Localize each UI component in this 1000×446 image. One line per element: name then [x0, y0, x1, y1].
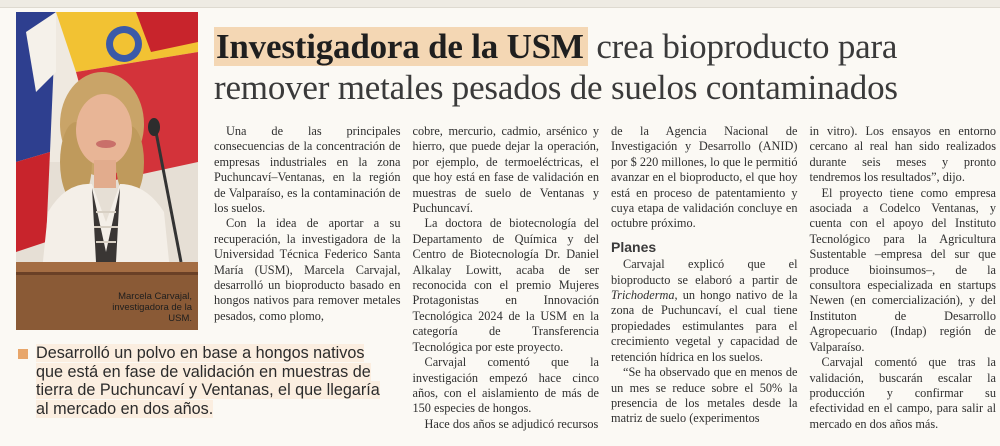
- top-rule: [0, 0, 1000, 8]
- paragraph: Carvajal comentó que tras la validación, buscarán escalar la producción y confirmar su efectividad en el campo, para salir al mercado en dos años más.: [809, 355, 996, 431]
- headline: [214, 26, 994, 108]
- paragraph: de la Agencia Nacional de Investigación y Desarrollo (ANID) por $ 220 millones, lo que le permitió avanzar en el bioproducto, el que hoy está en proceso de patentamiento y cuya etapa de validación concluye en octubre próximo.: [611, 124, 798, 231]
- paragraph: Con la idea de aportar a su recuperación, la investigadora de la Universidad Técnica Federico Santa María (USM), Marcela Carvajal, desarrolló un bioproducto basado en hongos nativos para remover metales pesados, como plomo,: [214, 216, 401, 323]
- paragraph: El proyecto tiene como empresa asociada a Codelco Ventanas, y cuenta con el apoyo del Instituto Tecnológico para la Agricultura Sustentable –empresa del sur que produce bioinsumos–, de la consultora especializada en startups Newen (en comercialización), y del Instituton de Desarrollo Agropecuario (Indap) región de Valparaíso.: [809, 185, 996, 354]
- text-run: Carvajal explicó que el bioproducto se elaboró a partir de: [611, 257, 798, 287]
- italic-term: Trichoderma: [611, 288, 675, 303]
- column-4: [810, 124, 997, 442]
- column-3: [611, 124, 798, 442]
- pull-quote-text: Desarrolló un polvo en base a hongos nativos que está en fase de validación en muestras de tierra de Puchuncaví y Ventanas, el que llegaría al mercado en dos años.: [36, 344, 380, 418]
- paragraph: Una de las principales consecuencias de la concentración de empresas industriales en la zona Puchuncaví–Ventanas, en la región de Valparaíso, es la contaminación de los suelos.: [214, 124, 401, 216]
- paragraph: La doctora de biotecnología del Departamento de Química y del Centro de Biotecnología Dr. Daniel Alkalay Lowitt, acaba de ser reconocida con el premio Mujeres Protagonistas en Innovación Tecnológica 2024 de la USM en la categoría de Transferencia Tecnológica por este proyecto.: [412, 216, 599, 354]
- text-run: , un hongo nativo de la zona de Puchuncaví, el cual tiene propiedades estimulantes para el crecimiento vegetal y capacidad de retención hídrica en los suelos.: [611, 288, 798, 364]
- headline-rest: crea bioproducto para remover metales pesados de suelos contaminados: [214, 27, 898, 107]
- paragraph: Carvajal comentó que la investigación empezó hace cinco años, con el aislamiento de más de 150 especies de hongos.: [412, 355, 599, 416]
- headline-highlight: Investigadora de la USM: [214, 27, 588, 66]
- photo-caption: Marcela Carvajal, investigadora de la USM.: [112, 291, 192, 324]
- column-2: [413, 124, 600, 442]
- square-bullet-icon: [18, 349, 28, 359]
- paragraph: [611, 257, 798, 365]
- pull-quote: [16, 344, 394, 418]
- paragraph: “Se ha observado que en menos de un mes se reduce sobre el 50% la presencia de los metales desde la matriz de suelo (experimentos: [611, 365, 798, 426]
- paragraph: cobre, mercurio, cadmio, arsénico y hierro, que puede dejar la operación, por ejemplo, de termoeléctricas, el que hoy está en fase de validación en muestras de suelo de Ventanas y Puchuncaví.: [412, 124, 599, 216]
- paragraph: in vitro). Los ensayos en entorno cercano al real han sido realizados durante seis meses y pronto tendremos los resultados”, dijo.: [809, 124, 996, 185]
- portrait-image: [16, 12, 198, 330]
- paragraph: Hace dos años se adjudicó recursos: [424, 416, 599, 431]
- article-photo: [16, 12, 198, 330]
- subheading: Planes: [611, 238, 657, 255]
